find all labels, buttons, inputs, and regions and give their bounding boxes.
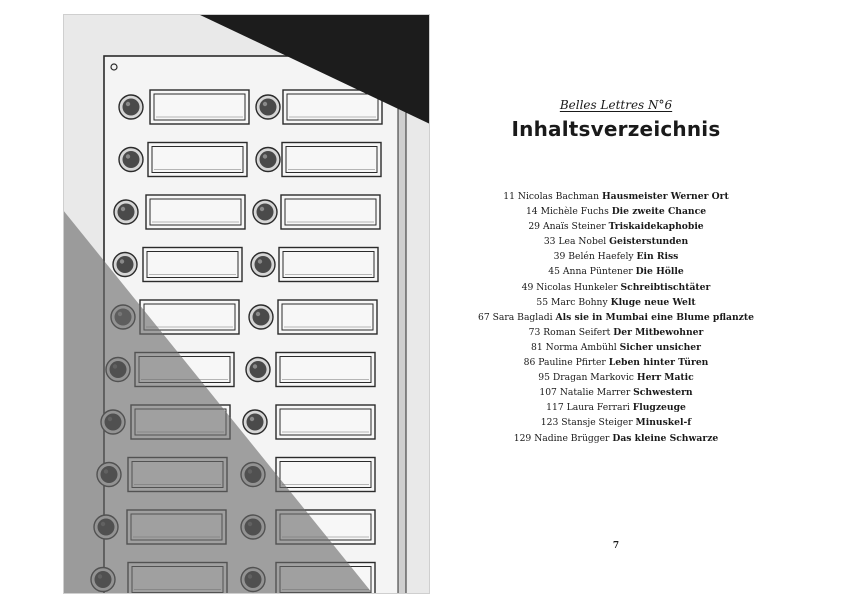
toc-author: Marc Bohny: [551, 296, 608, 308]
toc-author: Roman Seifert: [543, 326, 611, 338]
toc-author: Anaïs Steiner: [542, 221, 606, 233]
toc-title: Triskaidekaphobie: [608, 221, 704, 233]
toc-page-number: 39: [553, 251, 566, 263]
page-title: Inhaltsverzeichnis: [511, 117, 721, 141]
toc-title: Hausmeister Werner Ort: [601, 191, 729, 202]
toc-page-number: 129: [513, 432, 532, 444]
toc-author: Dragan Markovic: [552, 372, 634, 384]
toc-title: Das kleine Schwarze: [612, 432, 719, 444]
toc-page-number: 117: [546, 402, 564, 414]
toc-entry: [430, 415, 802, 430]
toc-title: Die Hölle: [635, 266, 684, 278]
toc-title: Flugzeuge: [632, 402, 686, 414]
toc-entry: [430, 280, 802, 295]
toc-entry: [430, 264, 802, 279]
table-of-contents: [430, 189, 802, 446]
toc-page-number: 86: [523, 357, 536, 369]
toc-title: Geisterstunden: [609, 236, 689, 248]
toc-author: Lea Nobel: [558, 236, 607, 248]
toc-author: Belén Haefely: [568, 251, 634, 263]
toc-title: Kluge neue Welt: [610, 296, 696, 308]
toc-entry: [430, 340, 802, 355]
toc-author: Michèle Fuchs: [540, 206, 609, 218]
toc-entry: [430, 204, 802, 219]
toc-title: Der Mitbewohner: [613, 326, 704, 338]
toc-page-number: 67: [478, 311, 490, 323]
toc-page-number: 107: [539, 387, 557, 399]
toc-author: Norma Ambühl: [545, 341, 617, 353]
toc-title: Sicher unsicher: [619, 341, 701, 353]
toc-entry: [430, 325, 802, 340]
toc-page-number: 81: [531, 341, 543, 353]
toc-title: Leben hinter Türen: [608, 357, 709, 369]
toc-page-number: 73: [528, 326, 541, 338]
toc-entry: [430, 431, 802, 446]
toc-entry: [430, 249, 802, 264]
toc-entry: [430, 355, 802, 370]
toc-page-number: 49: [521, 281, 534, 293]
toc-author: Sara Bagladi: [492, 311, 553, 323]
toc-author: Nadine Brügger: [534, 432, 610, 444]
toc-entry: [430, 189, 802, 204]
toc-page-number: 33: [543, 236, 556, 248]
toc-page-number: 14: [525, 206, 538, 218]
toc-author: Anna Püntener: [562, 266, 633, 278]
toc-page-number: 11: [503, 191, 515, 202]
toc-entry: [430, 370, 802, 385]
toc-entry: [430, 400, 802, 415]
toc-author: Nicolas Hunkeler: [536, 281, 618, 293]
toc-title: Minuskel-f: [635, 417, 692, 429]
toc-title: Herr Matic: [636, 372, 694, 384]
toc-title: Als sie in Mumbai eine Blume pflanzte: [555, 311, 754, 323]
toc-entry: [430, 234, 802, 249]
toc-entry: [430, 295, 802, 310]
toc-page-number: 55: [536, 296, 549, 308]
toc-page-number: 123: [540, 417, 559, 429]
toc-author: Natalie Marrer: [559, 387, 631, 399]
toc-author: Nicolas Bachman: [517, 191, 600, 202]
toc-page: [430, 0, 858, 607]
toc-page-number: 29: [528, 221, 541, 233]
toc-title: Die zweite Chance: [611, 206, 707, 218]
toc-title: Schreibtischtäter: [620, 281, 711, 293]
toc-entry: [430, 310, 802, 325]
toc-author: Laura Ferrari: [566, 402, 630, 414]
page-number: 7: [612, 541, 620, 551]
toc-entry: [430, 219, 802, 234]
series-label: Belles Lettres N°6: [559, 98, 673, 112]
toc-entry: [430, 385, 802, 400]
toc-page-number: 45: [548, 266, 560, 278]
toc-title: Ein Riss: [636, 251, 679, 263]
toc-author: Stansje Steiger: [561, 417, 633, 429]
toc-author: Pauline Pfirter: [538, 357, 606, 369]
toc-title: Schwestern: [633, 387, 693, 399]
doorbell-panel-illustration: [63, 14, 430, 594]
toc-page-number: 95: [538, 372, 550, 384]
